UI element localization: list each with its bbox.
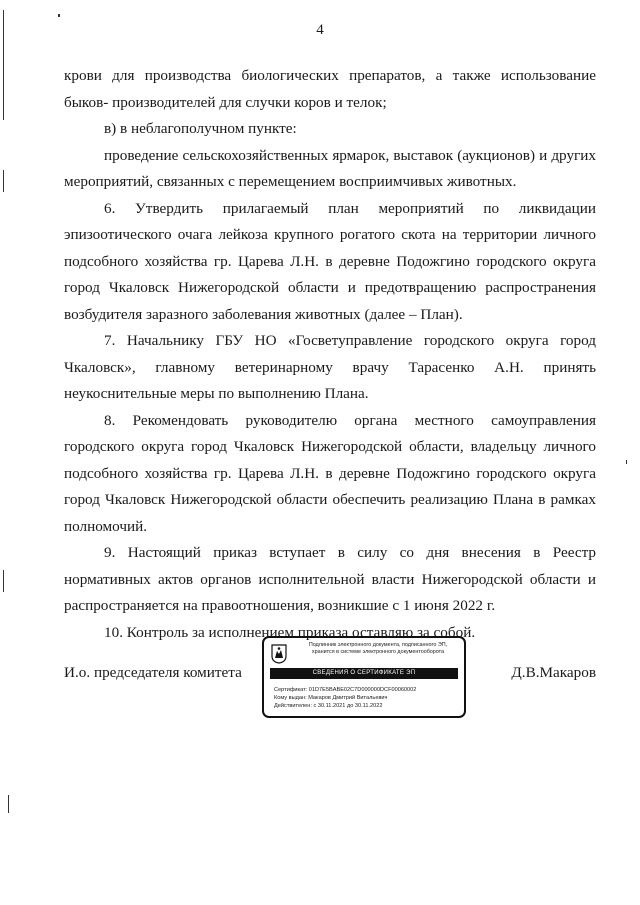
stamp-note-line: хранится в системе электронного документооборота — [311, 649, 445, 655]
certificate-serial: Сертификат: 01D7E5BABE02C7D000000DCF00060002 — [274, 687, 417, 693]
text-line: 9. Настоящий приказ вступает в силу со дня внесения в Реестр нормативных — [64, 544, 596, 588]
paragraph-item-7 — [64, 328, 596, 408]
paragraph-subitem-c — [64, 116, 596, 143]
paragraph-item-8 — [64, 408, 596, 541]
text-line: мероприятий, связанных с перемещением восприимчивых животных. — [64, 173, 517, 190]
certificate-validity: Действителен: с 30.11.2021 до 30.11.2022 — [274, 703, 383, 709]
text-line: 8. Рекомендовать руководителю органа местного самоуправления городского — [64, 411, 596, 455]
text-line: на правоотношения, возникшие с 1 июня 2022 г. — [182, 597, 496, 614]
text-line: 10. Контроль за исполнением приказа оставляю за собой. — [104, 623, 476, 641]
scan-dot — [626, 460, 627, 464]
text-line: город Чкаловск Нижегородской области и предотвращению распространения — [64, 279, 596, 296]
document-body — [64, 63, 596, 646]
signer-name: Д.В.Макаров — [511, 664, 596, 681]
text-line: 6. Утвердить прилагаемый план мероприятий по ликвидации — [104, 199, 596, 217]
scan-edge-mark — [8, 795, 9, 813]
scan-edge-mark — [3, 10, 4, 120]
scan-dot — [58, 14, 60, 17]
paragraph-fairs — [64, 143, 596, 196]
text-line: Нижегородской области обеспечить реализацию Плана в рамках полномочий. — [64, 491, 596, 535]
text-line: Чкаловск», главному ветеринарному врачу Тарасенко А.Н. принять — [64, 358, 596, 376]
text-line: неукоснительные меры по выполнению Плана. — [64, 385, 369, 402]
text-line: возбудителя заразного заболевания животных (далее – План). — [64, 305, 463, 323]
certificate-owner: Кому выдан: Макаров Дмитрий Витальевич — [274, 695, 388, 701]
text-line: актов органов исполнительной власти Нижегородской области и распространяется — [64, 570, 596, 614]
page-number: 4 — [316, 22, 324, 38]
paragraph-item-6 — [64, 196, 596, 329]
paragraph-item-9 — [64, 540, 596, 620]
scan-edge-mark — [3, 570, 4, 592]
text-line: 7. Начальнику ГБУ НО «Госветуправление городского округа город — [104, 332, 596, 349]
text-line: подсобного хозяйства гр. Царева Л.Н. в деревне Подожгино городского округа — [64, 252, 596, 270]
text-line: крови для производства биологических препаратов, а также использование быков- — [64, 67, 596, 111]
text-line: в) в неблагополучном пункте: — [104, 120, 297, 137]
text-line: проведение сельскохозяйственных ярмарок, выставок (аукционов) и других — [104, 146, 596, 164]
scan-edge-mark — [3, 170, 4, 192]
text-line: хозяйства гр. Царева Л.Н. в деревне Подожгино городского округа город Чкаловск — [64, 464, 596, 508]
coat-of-arms-icon — [271, 644, 287, 664]
signer-title: И.о. председателя комитета — [64, 664, 242, 681]
text-line: округа город Чкаловск Нижегородской области, владельцу личного подсобного — [64, 438, 596, 482]
paragraph-continuation — [64, 63, 596, 116]
stamp-note — [292, 642, 464, 656]
text-line: эпизоотического очага лейкоза крупного рогатого скота на территории личного — [64, 226, 596, 243]
text-line: производителей для случки коров и телок; — [112, 93, 387, 111]
signature-block — [64, 636, 596, 720]
stamp-banner: СВЕДЕНИЯ О СЕРТИФИКАТЕ ЭП — [270, 668, 458, 679]
certificate-details — [274, 686, 462, 710]
stamp-note-line: Подлинник электронного документа, подписанного ЭП, — [308, 642, 448, 648]
electronic-signature-stamp — [262, 636, 466, 718]
